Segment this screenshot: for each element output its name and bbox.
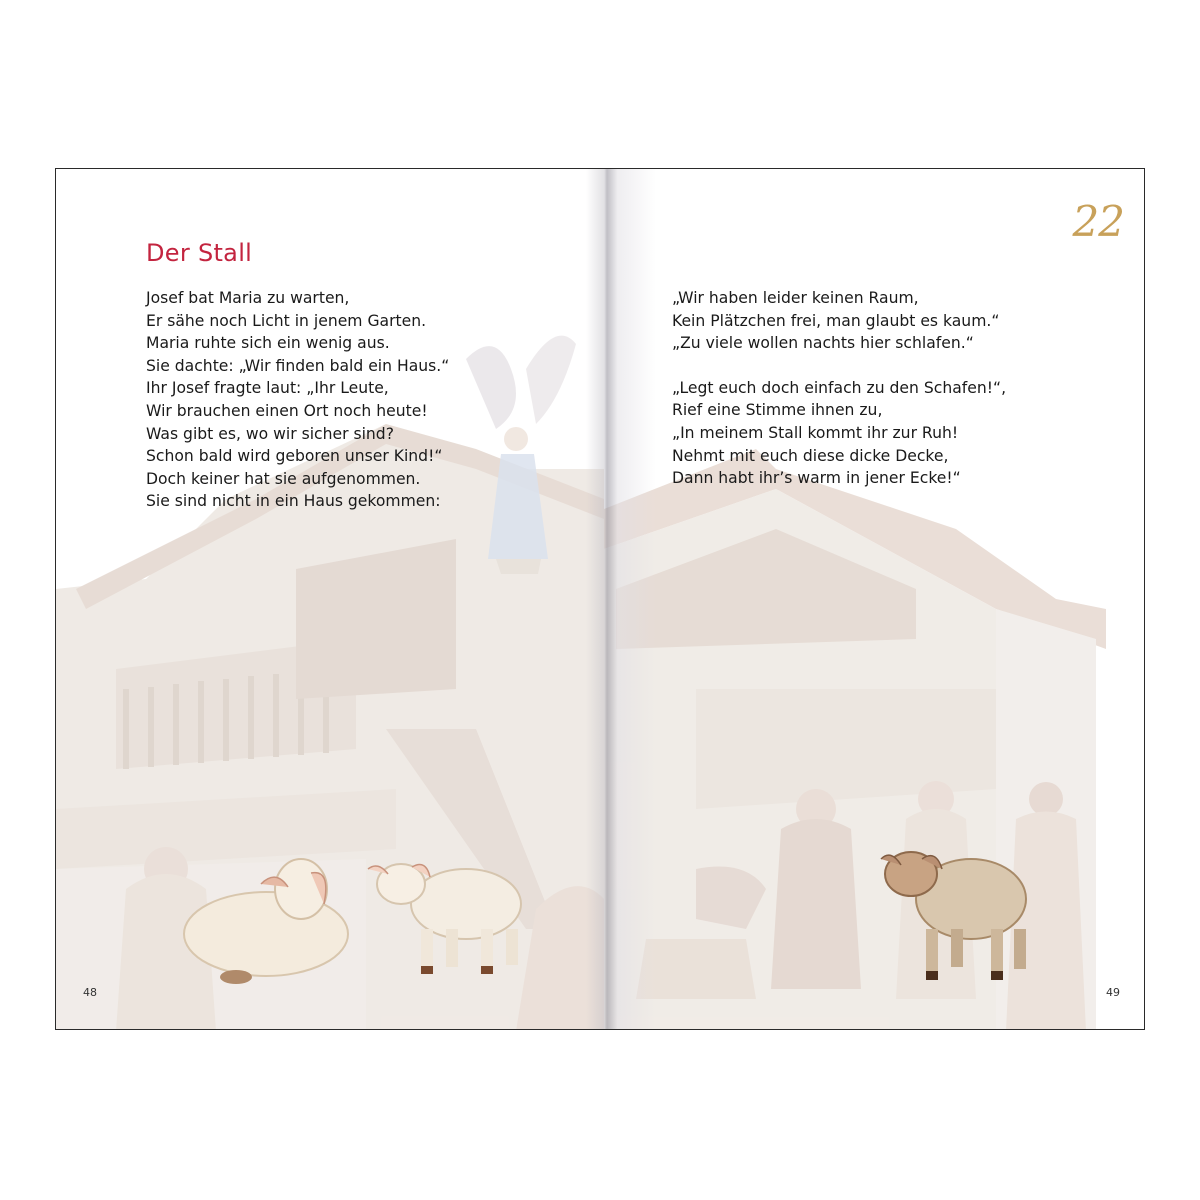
poem-line: „Zu viele wollen nachts hier schlafen.“ <box>672 334 974 353</box>
poem-line: Rief eine Stimme ihnen zu, <box>672 401 883 420</box>
poem-line: Er sähe noch Licht in jenem Garten. <box>146 311 427 330</box>
left-page <box>56 169 604 1029</box>
poem-line: Nehmt mit euch diese dicke Decke, <box>672 446 949 465</box>
poem-line: Kein Plätzchen frei, man glaubt es kaum.“ <box>672 311 1000 330</box>
poem-line: „Legt euch doch einfach zu den Schafen!“, <box>672 378 1007 397</box>
poem-line: Was gibt es, wo wir sicher sind? <box>146 424 394 443</box>
poem-line: Sie dachte: „Wir finden bald ein Haus.“ <box>146 356 450 375</box>
poem-line: „Wir haben leider keinen Raum, <box>672 289 919 307</box>
poem-line: Dann habt ihr’s warm in jener Ecke!“ <box>672 469 961 488</box>
poem-line: Wir brauchen einen Ort noch heute! <box>146 401 428 420</box>
poem-line: Sie sind nicht in ein Haus gekommen: <box>146 492 441 511</box>
page-number-right: 49 <box>1106 986 1120 999</box>
poem-line: Ihr Josef fragte laut: „Ihr Leute, <box>146 379 389 398</box>
page-number-left: 48 <box>83 986 97 999</box>
advent-day-number: 22 <box>1072 197 1124 246</box>
chapter-title: Der Stall <box>146 239 253 267</box>
right-poem <box>672 287 1006 490</box>
poem-line: Doch keiner hat sie aufgenommen. <box>146 469 421 488</box>
poem-line: „In meinem Stall kommt ihr zur Ruh! <box>672 423 959 442</box>
poem-line: Schon bald wird geboren unser Kind!“ <box>146 447 443 466</box>
poem-line: Maria ruhte sich ein wenig aus. <box>146 334 390 353</box>
left-poem <box>146 287 449 513</box>
stanza-break <box>672 355 1006 377</box>
poem-line: Josef bat Maria zu warten, <box>146 289 350 307</box>
book-spread <box>55 168 1145 1030</box>
